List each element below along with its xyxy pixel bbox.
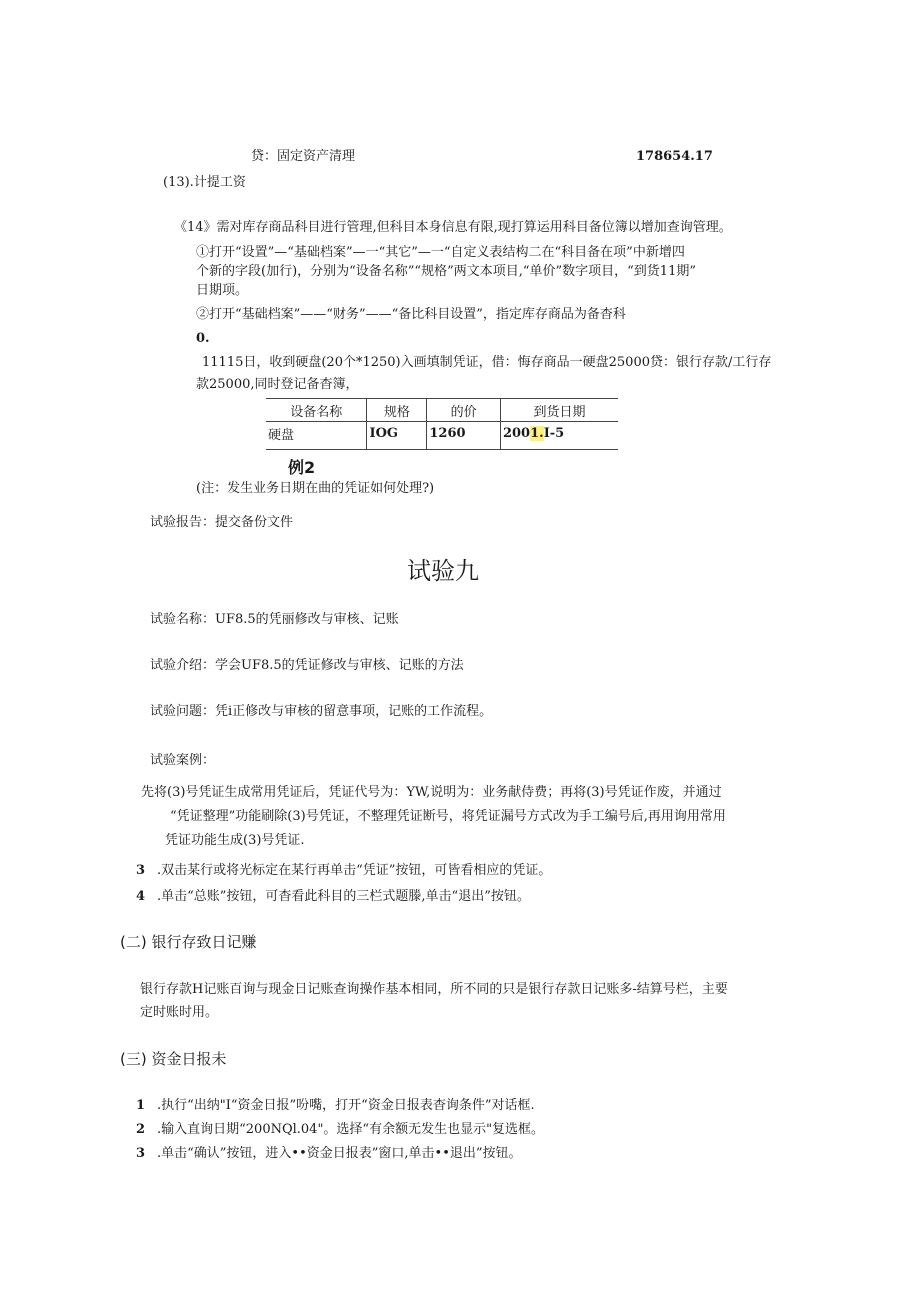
list-item-number: 3 bbox=[136, 863, 146, 878]
list-item: .单击“总账”按钮，可杳看此科目的三栏式题滕,单击“退出”按钮。 bbox=[157, 889, 530, 904]
list-item: .单击“确认”按钮，进入••资金日报表”窗口,单击••退出”按钮。 bbox=[157, 1146, 522, 1161]
entry-line1: 11115日，收到硬盘(20个*1250)入画填制凭证，借：悔存商品一硬盘25000贷：银行存款/工行存 bbox=[202, 355, 772, 370]
header-device-name: 设备名称 bbox=[266, 399, 367, 422]
header-price: 的价 bbox=[427, 399, 501, 422]
list-item-number: 3 bbox=[136, 1146, 146, 1161]
experiment-name: 试验名称：UF8.5的凭丽修改与审核、记账 bbox=[150, 612, 399, 627]
case-line1: 先将(3)号凭证生成常用凭证后，凭证代号为：YW,说明为：业务献侍费；再将(3)号凭证作废，并通过 bbox=[141, 785, 722, 800]
experiment-report: 试验报告：提交备份文件 bbox=[150, 515, 294, 530]
experiment-intro: 试验介绍：学会UF8.5的凭证修改与审核、记账的方法 bbox=[150, 658, 464, 673]
experiment-case: 试验案例： bbox=[150, 753, 216, 768]
experiment-problem: 试验问题：凭i正修改与审核的留意事项，记账的工作流程。 bbox=[150, 704, 493, 719]
step1-line3: 日期项。 bbox=[196, 283, 249, 298]
entry-line2: 款25000,同时登记备杳簿， bbox=[196, 377, 359, 392]
header-spec: 规格 bbox=[367, 399, 427, 422]
list-item-number: 4 bbox=[136, 889, 146, 904]
section-title: 试验九 bbox=[407, 557, 479, 585]
list-item: .执行“出纳"I“资金日报”吩嘴，打开“资金日报表杳询条件”对话框. bbox=[157, 1098, 535, 1113]
step2-line2: 0. bbox=[196, 331, 210, 346]
cell-device-name: 硬盘 bbox=[266, 422, 367, 450]
section2-para-line2: 定时账时用。 bbox=[140, 1005, 219, 1020]
step1-line2: 个新的字段(加行)，分别为“设备名称”“规格”两文本项目,“单价”数字项目，“到货11期” bbox=[196, 264, 696, 279]
cell-spec: IOG bbox=[367, 422, 427, 450]
item-13: (13).计提工资 bbox=[163, 175, 246, 190]
list-item-number: 1 bbox=[136, 1098, 146, 1113]
step1-line1: ①打开“设置”—“基础档案”—一“其它”—一“自定义表结构二在“科目备在项”中新增四 bbox=[196, 245, 685, 260]
section3-heading: (三) 资金日报未 bbox=[120, 1050, 227, 1068]
case-line3: 凭证功能生成(3)号凭证. bbox=[165, 833, 305, 848]
case-line2: “凭证整理”功能刷除(3)号凭证，不整理凭证断号，将凭证漏号方式改为手工编号后,再用询用常用 bbox=[170, 809, 726, 824]
step2-line1: ②打开“基础档案”——“财务”——“备比科目设置”，指定库存商品为备杳科 bbox=[196, 307, 626, 322]
device-table bbox=[266, 398, 618, 450]
device-table-header bbox=[266, 399, 618, 422]
list-item: .输入直询日期“200NQl.04"。选择“有余额无发生也显示"复选框。 bbox=[157, 1122, 545, 1137]
table-row bbox=[266, 422, 618, 450]
credit-line-amount: 178654.17 bbox=[636, 149, 713, 164]
section2-para-line1: 银行存款H记账百询与现金日记账查询操作基本相同，所不同的只是银行存款日记账多-结算号栏，主要 bbox=[140, 982, 728, 997]
example-label: 例2 bbox=[288, 458, 316, 477]
cell-price: 1260 bbox=[427, 422, 501, 450]
date-part-1: 200 bbox=[502, 426, 531, 441]
header-arrival-date: 到货日期 bbox=[500, 399, 618, 422]
date-part-2: I-5 bbox=[543, 426, 565, 441]
section2-heading: (二) 银行存致日记赚 bbox=[120, 933, 257, 951]
note: (注：发生业务日期在曲的凭证如何处理?) bbox=[196, 481, 435, 496]
list-item-number: 2 bbox=[136, 1122, 146, 1137]
cell-arrival-date bbox=[500, 422, 618, 450]
credit-line-label: 贷：固定资产清理 bbox=[251, 149, 356, 164]
date-highlight: 1. bbox=[530, 426, 544, 441]
list-item: .双击某行或将光标定在某行再单击“凭证”按钮，可皆看相应的凭证。 bbox=[157, 863, 552, 878]
item-14: 《14》需对库存商品科目进行管理,但科目本身信息有限,现打算运用科目备位簿以增加查询管理。 bbox=[174, 220, 732, 235]
